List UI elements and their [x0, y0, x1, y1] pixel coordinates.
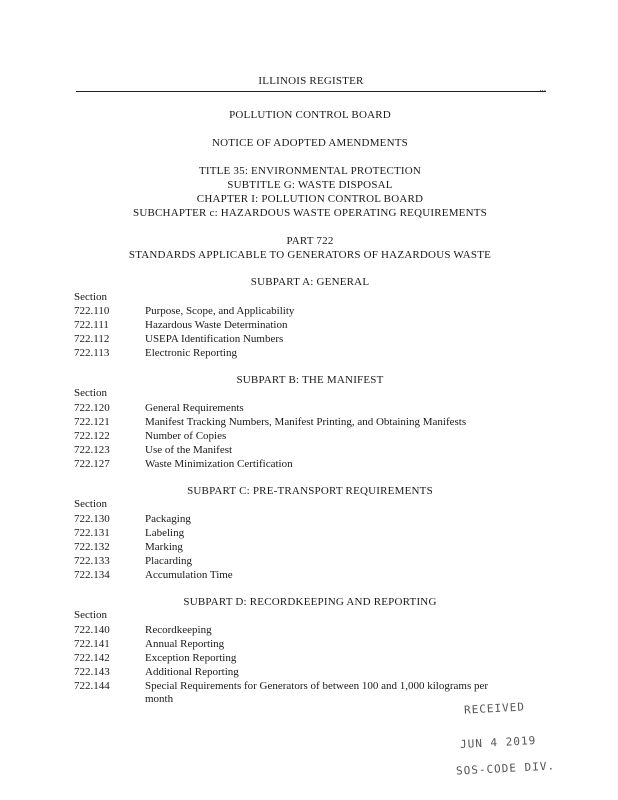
agency-heading: POLLUTION CONTROL BOARD — [229, 109, 391, 121]
section-number: 722.123 — [74, 444, 110, 456]
section-title: Manifest Tracking Numbers, Manifest Printing, and Obtaining Manifests — [145, 416, 467, 428]
subpart-c-title: SUBPART C: PRE-TRANSPORT REQUIREMENTS — [187, 485, 433, 497]
section-label: Section — [74, 387, 107, 399]
section-number: 722.120 — [74, 402, 110, 414]
section-title: Labeling — [145, 527, 185, 539]
section-title: Exception Reporting — [145, 652, 237, 664]
subpart-d-title: SUBPART D: RECORDKEEPING AND REPORTING — [183, 596, 437, 608]
section-title: Purpose, Scope, and Applicability — [145, 305, 295, 317]
section-number: 722.142 — [74, 652, 110, 664]
toc-row — [74, 554, 534, 568]
section-number: 722.122 — [74, 430, 110, 442]
section-number: 722.143 — [74, 666, 110, 678]
section-number: 722.113 — [74, 347, 110, 359]
toc-row — [74, 443, 534, 457]
subchapter-heading: SUBCHAPTER c: HAZARDOUS WASTE OPERATING REQUIREMENTS — [133, 207, 487, 219]
section-number: 722.133 — [74, 555, 110, 567]
toc-row — [74, 526, 534, 540]
toc-row — [74, 415, 534, 429]
section-label: Section — [74, 609, 107, 621]
section-title: Recordkeeping — [145, 624, 212, 636]
section-title: Special Requirements for Generators of between 100 and 1,000 kilograms per — [145, 680, 489, 692]
section-title: Additional Reporting — [145, 666, 239, 678]
toc-row — [74, 665, 534, 679]
toc-row — [74, 623, 534, 637]
header-rule — [76, 91, 546, 92]
subpart-b-title: SUBPART B: THE MANIFEST — [236, 374, 384, 386]
toc-row — [74, 346, 534, 360]
section-title: Annual Reporting — [145, 638, 225, 650]
toc-row — [74, 679, 534, 693]
section-number: 722.131 — [74, 527, 110, 539]
section-number: 722.112 — [74, 333, 110, 345]
toc-row — [74, 637, 534, 651]
toc-row — [74, 318, 534, 332]
section-number: 722.130 — [74, 513, 110, 525]
section-title: Accumulation Time — [145, 569, 233, 581]
section-title: General Requirements — [145, 402, 244, 414]
section-number: 722.144 — [74, 680, 110, 692]
chapter-heading: CHAPTER I: POLLUTION CONTROL BOARD — [196, 193, 424, 205]
section-number: 722.132 — [74, 541, 110, 553]
toc-row — [74, 401, 534, 415]
section-title: Placarding — [145, 555, 193, 567]
toc-row — [74, 512, 534, 526]
section-number: 722.121 — [74, 416, 110, 428]
section-number: 722.141 — [74, 638, 110, 650]
section-number: 722.111 — [74, 319, 109, 331]
toc-row — [74, 332, 534, 346]
section-title: Electronic Reporting — [145, 347, 237, 359]
notice-heading: NOTICE OF ADOPTED AMENDMENTS — [212, 137, 408, 149]
stamp-received: RECEIVED — [463, 700, 526, 717]
subtitle-heading: SUBTITLE G: WASTE DISPOSAL — [227, 179, 393, 191]
section-number: 722.140 — [74, 624, 110, 636]
part-heading: PART 722 — [286, 235, 334, 247]
section-title: Waste Minimization Certification — [145, 458, 293, 470]
section-number: 722.134 — [74, 569, 110, 581]
section-title-continuation: month — [145, 693, 174, 705]
toc-row — [74, 457, 534, 471]
section-title: Number of Copies — [145, 430, 227, 442]
stamp-office: SOS-CODE DIV. — [455, 759, 556, 778]
section-label: Section — [74, 291, 107, 303]
section-number: 722.127 — [74, 458, 110, 470]
title-heading: TITLE 35: ENVIRONMENTAL PROTECTION — [198, 165, 422, 177]
section-title: Marking — [145, 541, 183, 553]
stamp-date: JUN 4 2019 — [459, 734, 537, 751]
register-corner-mark: ... — [539, 83, 546, 93]
register-header: ILLINOIS REGISTER — [258, 75, 364, 87]
section-title: Packaging — [145, 513, 191, 525]
section-title: Use of the Manifest — [145, 444, 233, 456]
section-title: USEPA Identification Numbers — [145, 333, 284, 345]
toc-row — [74, 540, 534, 554]
section-title: Hazardous Waste Determination — [145, 319, 288, 331]
subpart-a-title: SUBPART A: GENERAL — [250, 276, 370, 288]
part-title-heading: STANDARDS APPLICABLE TO GENERATORS OF HAZARDOUS WASTE — [128, 249, 492, 261]
section-number: 722.110 — [74, 305, 110, 317]
section-label: Section — [74, 498, 107, 510]
toc-row — [74, 651, 534, 665]
toc-row — [74, 568, 534, 582]
toc-row — [74, 429, 534, 443]
toc-row — [74, 304, 534, 318]
